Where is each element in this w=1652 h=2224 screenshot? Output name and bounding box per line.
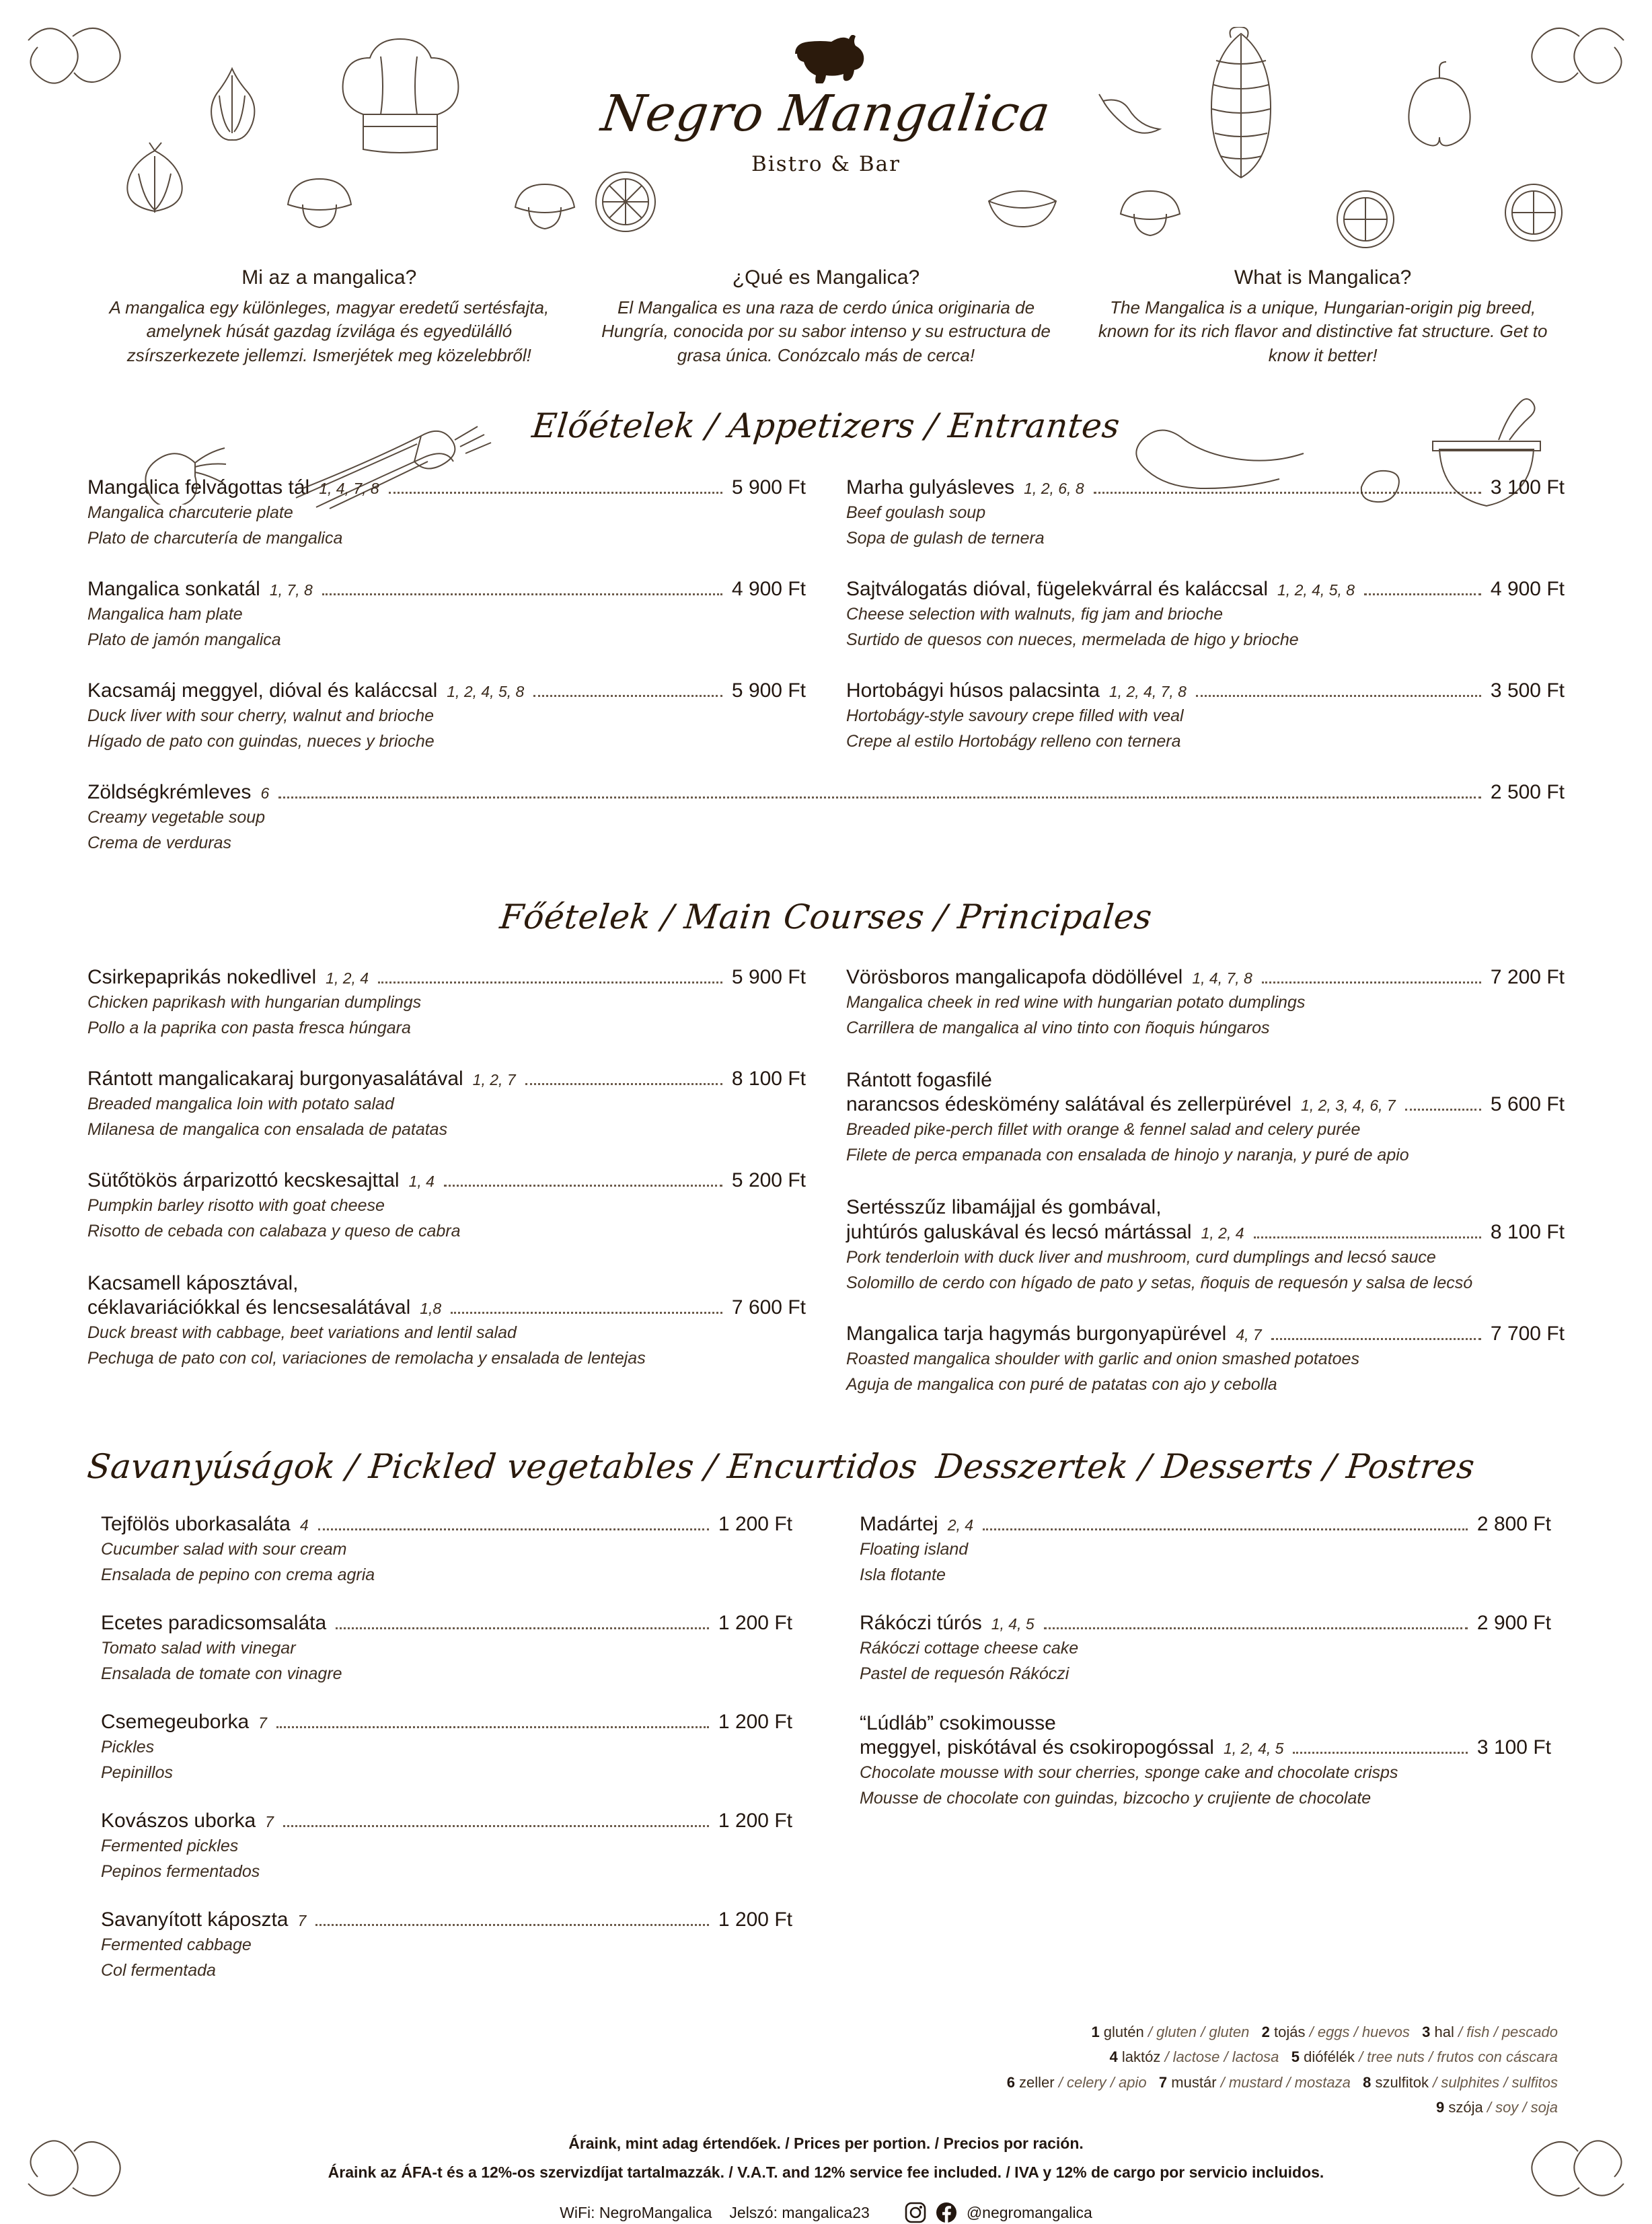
- menu-item-allergens: 7: [297, 1911, 307, 1929]
- menu-item-description-es: Aguja de mangalica con puré de patatas con ajo y cebolla: [846, 1374, 1277, 1394]
- password-label: Jelszó:: [729, 2203, 778, 2221]
- footer-contact-row: [0, 2202, 1652, 2223]
- menu-item-price-line: [101, 1612, 792, 1635]
- menu-item: [101, 1612, 792, 1686]
- menu-item-description-en: Chocolate mousse with sour cherries, sponge cake and chocolate crisps: [860, 1763, 1398, 1783]
- menu-item-price: 2 900 Ft: [1476, 1611, 1551, 1634]
- menu-item-price: 1 200 Ft: [718, 1908, 792, 1931]
- menu-item-name: Hortobágyi húsos palacsinta: [846, 679, 1100, 702]
- wifi-info: [560, 2204, 712, 2222]
- menu-item: [87, 1068, 806, 1142]
- pickles-list: [87, 1513, 806, 1983]
- menu-item-description-es: Carrillera de mangalica al vino tinto con ñoquis húngaros: [846, 1018, 1270, 1038]
- menu-item-name-line1: Kacsamell káposztával,: [87, 1272, 299, 1295]
- facebook-icon[interactable]: [936, 2202, 957, 2223]
- menu-item-name: Csemegeuborka: [101, 1710, 250, 1733]
- leader-dots: [318, 1528, 709, 1530]
- menu-item-name: Kovászos uborka: [101, 1809, 256, 1832]
- intro-block-hu: [81, 266, 578, 367]
- menu-item: [101, 1810, 792, 1884]
- menu-item-price-line: [87, 476, 806, 500]
- allergen-legend-row: 4 laktóz / lactose / lactosa 5 diófélék / tree nuts / frutos con cáscara: [1109, 2048, 1558, 2066]
- menu-item-price-line: [846, 578, 1565, 601]
- menu-item-price-line: [860, 1736, 1551, 1760]
- menu-item-allergens: 1,8: [420, 1300, 442, 1318]
- menu-item-name: Csirkepaprikás nokedlivel: [87, 966, 317, 989]
- menu-item: [101, 1908, 792, 1983]
- menu-item-name: meggyel, piskótával és csokiropogóssal: [860, 1736, 1214, 1759]
- menu-item-allergens: 1, 4, 7, 8: [1192, 969, 1252, 988]
- menu-item-description-en: Duck breast with cabbage, beet variations and lentil salad: [87, 1323, 517, 1343]
- brand-subtitle: Bistro & Bar: [751, 152, 901, 176]
- menu-item-description-es: Pollo a la paprika con pasta fresca húngara: [87, 1018, 411, 1038]
- menu-item-price-line: [846, 476, 1565, 500]
- menu-item-allergens: 4, 7: [1236, 1325, 1262, 1343]
- leader-dots: [378, 981, 722, 984]
- leader-dots: [1254, 1236, 1481, 1238]
- menu-item-allergens: 1, 2, 7: [472, 1071, 516, 1089]
- menu-item-description-en: Chicken paprikash with hungarian dumplings: [87, 993, 422, 1012]
- appetizers-column-right: [846, 476, 1565, 781]
- menu-item-allergens: 1, 2, 4: [326, 969, 369, 988]
- menu-item-allergens: 1, 2, 3, 4, 6, 7: [1301, 1097, 1396, 1115]
- leader-dots: [1364, 593, 1481, 595]
- menu-item-description-es: Pepinos fermentados: [101, 1861, 260, 1881]
- menu-item-description-es: Ensalada de tomate con vinagre: [101, 1664, 342, 1683]
- instagram-icon[interactable]: [905, 2202, 926, 2223]
- leader-dots: [1262, 981, 1481, 984]
- menu-item: [846, 1195, 1565, 1295]
- menu-item-price: 7 600 Ft: [731, 1296, 806, 1319]
- menu-item-allergens: 4: [299, 1516, 309, 1534]
- menu-item-description-es: Pechuga de pato con col, variaciones de remolacha y ensalada de lentejas: [87, 1349, 646, 1368]
- menu-item-name: Zöldségkrémleves: [87, 781, 252, 804]
- leader-dots: [276, 1726, 709, 1728]
- menu-item-description-en: Fermented pickles: [101, 1836, 239, 1855]
- menu-item: [846, 1068, 1565, 1168]
- menu-item: [101, 1711, 792, 1785]
- menu-item-name-line1: Sertésszűz libamájjal és gombával,: [846, 1196, 1162, 1219]
- menu-item-allergens: 1, 2, 6, 8: [1024, 480, 1084, 498]
- intro-title-hu: Mi az a mangalica?: [241, 266, 417, 289]
- footer-note-portions: Áraink, mint adag értendőek. / Prices per portion. / Precios por ración.: [568, 2135, 1084, 2153]
- menu-item: [87, 966, 806, 1041]
- menu-item-description-en: Mangalica charcuterie plate: [87, 503, 293, 523]
- menu-item-price: 7 200 Ft: [1490, 966, 1565, 989]
- menu-item: [846, 966, 1565, 1041]
- section-heading-mains: Főételek / Main Courses / Principales: [498, 897, 1154, 937]
- menu-item-allergens: 1, 4, 7, 8: [319, 480, 379, 498]
- menu-item-description-es: Milanesa de mangalica con ensalada de patatas: [87, 1120, 448, 1140]
- menu-item-description-es: Col fermentada: [101, 1960, 216, 1980]
- menu-item-description-es: Pastel de requesón Rákóczi: [860, 1664, 1069, 1683]
- menu-item-price: 8 100 Ft: [1490, 1220, 1565, 1243]
- menu-item-description-en: Mangalica ham plate: [87, 605, 243, 624]
- menu-item-price-line: [846, 679, 1565, 703]
- leader-dots: [525, 1083, 722, 1085]
- menu-item: [860, 1612, 1551, 1686]
- menu-item-name: Madártej: [860, 1512, 938, 1535]
- leader-dots: [1271, 1338, 1481, 1340]
- menu-item-price: 5 600 Ft: [1490, 1093, 1565, 1116]
- menu-item-description-es: Risotto de cebada con calabaza y queso de cabra: [87, 1222, 461, 1241]
- menu-item: [87, 476, 806, 551]
- menu-item-allergens: 2, 4: [947, 1516, 974, 1534]
- brand-block: [570, 35, 1082, 176]
- section-heading-appetizers: Előételek / Appetizers / Entrantes: [530, 406, 1122, 446]
- menu-item-name: Rákóczi túrós: [860, 1611, 982, 1634]
- intro-title-en: What is Mangalica?: [1234, 266, 1412, 289]
- menu-item-description-es: Crepe al estilo Hortobágy relleno con ternera: [846, 732, 1181, 751]
- menu-item-price-line: [101, 1810, 792, 1833]
- menu-item-allergens: 1, 4, 5: [991, 1615, 1035, 1633]
- leader-dots: [451, 1312, 722, 1314]
- menu-item-allergens: 1, 2, 4: [1201, 1224, 1244, 1242]
- menu-item-price-line: [87, 1169, 806, 1193]
- menu-item-name-line1: Rántott fogasfilé: [846, 1069, 992, 1092]
- menu-item-description-es: Pepinillos: [101, 1763, 174, 1782]
- menu-item-price: 2 800 Ft: [1476, 1512, 1551, 1535]
- menu-item-description-en: Cheese selection with walnuts, fig jam and brioche: [846, 605, 1224, 624]
- menu-item-name: Mangalica felvágottas tál: [87, 476, 310, 499]
- desserts-section: [846, 1447, 1565, 2007]
- allergen-legend: [0, 2019, 1652, 2120]
- intro-block-en: [1074, 266, 1571, 367]
- menu-item-price-line: [846, 1323, 1565, 1346]
- menu-item-price-line: [860, 1612, 1551, 1635]
- appetizers-full-width-row: [0, 781, 1652, 856]
- menu-item-price-line: [87, 966, 806, 990]
- menu-item-price: 5 900 Ft: [731, 679, 806, 702]
- menu-item-name-line1: “Lúdláb” csokimousse: [860, 1711, 1056, 1734]
- allergen-legend-row: 1 glutén / gluten / gluten 2 tojás / eggs / huevos 3 hal / fish / pescado: [1091, 2023, 1558, 2040]
- menu-item-description-en: Breaded pike-perch fillet with orange & fennel salad and celery purée: [846, 1120, 1361, 1140]
- menu-item: [846, 578, 1565, 653]
- leader-dots: [283, 1825, 709, 1827]
- menu-item-price: 1 200 Ft: [718, 1809, 792, 1832]
- wifi-password-info: [729, 2204, 869, 2222]
- menu-item-price: 5 900 Ft: [731, 966, 806, 989]
- leader-dots: [336, 1627, 709, 1629]
- menu-item-description-en: Rákóczi cottage cheese cake: [860, 1638, 1079, 1658]
- menu-item: [846, 679, 1565, 754]
- appetizers-column-left: [87, 476, 806, 781]
- menu-item-allergens: 1, 2, 4, 5, 8: [1277, 581, 1355, 599]
- menu-item-description-es: Filete de perca empanada con ensalada de hinojo y naranja, y puré de apio: [846, 1146, 1409, 1165]
- menu-item-price: 1 200 Ft: [718, 1611, 792, 1634]
- menu-item-name: Mangalica tarja hagymás burgonyapürével: [846, 1322, 1227, 1345]
- menu-item-price: 1 200 Ft: [718, 1710, 792, 1733]
- menu-item-name: Sajtválogatás dióval, fügelekvárral és kaláccsal: [846, 578, 1268, 601]
- menu-item-description-es: Crema de verduras: [87, 833, 231, 853]
- menu-item-allergens: 7: [265, 1812, 274, 1830]
- menu-item-name: Rántott mangalicakaraj burgonyasalátával: [87, 1068, 463, 1090]
- leader-dots: [278, 796, 1481, 799]
- menu-item-price: 4 900 Ft: [731, 578, 806, 601]
- menu-item-description-en: Hortobágy-style savoury crepe filled with veal: [846, 706, 1184, 726]
- menu-item-price-line: [846, 1221, 1565, 1245]
- menu-footer: [0, 2135, 1652, 2223]
- leader-dots: [1094, 492, 1481, 494]
- intro-body-es: El Mangalica es una raza de cerdo única originaria de Hungría, conocida por su sabor intenso y su estructura de grasa única. Conózcalo más de cerca!: [601, 297, 1051, 365]
- menu-item-name: Kacsamáj meggyel, dióval és kaláccsal: [87, 679, 438, 702]
- menu-item-name: Ecetes paradicsomsaláta: [101, 1611, 327, 1634]
- menu-item-price-line: [101, 1908, 792, 1932]
- menu-item-name: Savanyított káposzta: [101, 1908, 289, 1931]
- menu-item-description-es: Surtido de quesos con nueces, mermelada de higo y brioche: [846, 630, 1299, 650]
- menu-item: [87, 1169, 806, 1244]
- menu-item: [846, 476, 1565, 551]
- menu-item-price: 3 100 Ft: [1476, 1736, 1551, 1759]
- intro-row: [0, 266, 1652, 367]
- menu-item-price: 4 900 Ft: [1490, 578, 1565, 601]
- menu-item-allergens: 1, 7, 8: [269, 581, 313, 599]
- menu-item-description-en: Mangalica cheek in red wine with hungarian potato dumplings: [846, 993, 1306, 1012]
- menu-item-name: Marha gulyásleves: [846, 476, 1015, 499]
- intro-block-es: [578, 266, 1075, 367]
- wifi-label: WiFi:: [560, 2203, 595, 2221]
- intro-body-hu: A mangalica egy különleges, magyar eredetű sertésfajta, amelynek húsát gazdag ízvilága és egyedülálló zsírszerkezete jellemzi. Ismerjétek meg közelebbről!: [109, 297, 550, 365]
- brand-name: Negro Mangalica: [597, 85, 1055, 143]
- leader-dots: [315, 1924, 709, 1926]
- menu-item-price: 1 200 Ft: [718, 1512, 792, 1535]
- leader-dots: [533, 695, 722, 697]
- leader-dots: [322, 593, 722, 595]
- menu-item-name: narancsos édeskömény salátával és zellerpürével: [846, 1093, 1292, 1116]
- menu-item-description-en: Roasted mangalica shoulder with garlic and onion smashed potatoes: [846, 1349, 1359, 1368]
- menu-item: [860, 1513, 1551, 1588]
- menu-item-description-es: Plato de charcutería de mangalica: [87, 529, 343, 548]
- menu-item-description-es: Isla flotante: [860, 1565, 946, 1584]
- intro-body-en: The Mangalica is a unique, Hungarian-origin pig breed, known for its rich flavor and distinctive fat structure. Get to know it better!: [1098, 297, 1548, 365]
- intro-title-es: ¿Qué es Mangalica?: [732, 266, 920, 289]
- leader-dots: [389, 492, 722, 494]
- menu-item: [87, 781, 1565, 856]
- menu-item-price: 3 100 Ft: [1490, 476, 1565, 499]
- menu-item-price-line: [87, 1296, 806, 1320]
- menu-item: [87, 1271, 806, 1371]
- menu-item-description-en: Floating island: [860, 1539, 969, 1559]
- menu-item-description-en: Pork tenderloin with duck liver and mushroom, curd dumplings and lecsó sauce: [846, 1247, 1436, 1267]
- menu-header: [0, 0, 1652, 269]
- leader-dots: [1044, 1627, 1468, 1629]
- menu-item-allergens: 1, 2, 4, 7, 8: [1109, 683, 1187, 701]
- menu-item-allergens: 7: [258, 1713, 267, 1732]
- menu-item-allergens: 1, 2, 4, 5: [1223, 1740, 1284, 1758]
- menu-item-description-en: Pickles: [101, 1737, 155, 1756]
- menu-item-price: 2 500 Ft: [1490, 781, 1565, 804]
- menu-item-allergens: 6: [260, 784, 270, 803]
- password-value: mangalica23: [782, 2203, 870, 2221]
- menu-item-allergens: 1, 2, 4, 5, 8: [447, 683, 525, 701]
- menu-item-description-en: Beef goulash soup: [846, 503, 986, 523]
- menu-item-description-es: Ensalada de pepino con crema agria: [101, 1565, 375, 1584]
- menu-item-description-en: Creamy vegetable soup: [87, 808, 266, 827]
- mains-grid: [0, 966, 1652, 1424]
- menu-item-price: 7 700 Ft: [1490, 1322, 1565, 1345]
- menu-item-name: Mangalica sonkatál: [87, 578, 260, 601]
- menu-item-description-en: Cucumber salad with sour cream: [101, 1539, 347, 1559]
- menu-item-price-line: [846, 1093, 1565, 1117]
- menu-item-allergens: 1, 4: [408, 1173, 435, 1191]
- leader-dots: [1293, 1752, 1467, 1754]
- pig-silhouette-icon: [786, 35, 866, 83]
- menu-item: [87, 578, 806, 653]
- desserts-list: [846, 1513, 1565, 1811]
- leader-dots: [1405, 1109, 1481, 1111]
- menu-item: [101, 1513, 792, 1588]
- appetizers-grid: [0, 476, 1652, 781]
- menu-item-price-line: [846, 966, 1565, 990]
- menu-item-price-line: [87, 578, 806, 601]
- allergen-legend-row: 6 zeller / celery / apio 7 mustár / mustard / mostaza 8 szulfitok / sulphites / sulfitos: [1006, 2073, 1558, 2091]
- menu-item-description-en: Duck liver with sour cherry, walnut and brioche: [87, 706, 435, 726]
- social-handle: @negromangalica: [966, 2203, 1092, 2221]
- menu-item-price: 5 200 Ft: [731, 1169, 806, 1192]
- menu-item-description-en: Tomato salad with vinegar: [101, 1638, 296, 1658]
- section-heading-desserts: Desszertek / Desserts / Postres: [934, 1446, 1477, 1486]
- menu-item-description-es: Sopa de gulash de ternera: [846, 529, 1045, 548]
- menu-item: [87, 679, 806, 754]
- menu-item-name: juhtúrós galuskával és lecsó mártással: [846, 1220, 1192, 1243]
- menu-item-price-line: [87, 1068, 806, 1091]
- leader-dots: [444, 1185, 722, 1187]
- menu-item-price-line: [87, 781, 1565, 805]
- menu-item: [846, 1323, 1565, 1397]
- section-heading-pickles: Savanyúságok / Pickled vegetables / Encurtidos: [85, 1446, 919, 1486]
- menu-item-price-line: [860, 1513, 1551, 1536]
- leader-dots: [983, 1528, 1468, 1530]
- menu-item-name: céklavariációkkal és lencsesalátával: [87, 1296, 411, 1319]
- bottom-grid: [0, 1447, 1652, 2007]
- menu-item-price: 8 100 Ft: [731, 1068, 806, 1090]
- footer-note-vat: Áraink az ÁFA-t és a 12%-os szervizdíjat tartalmazzák. / V.A.T. and 12% service fee included. / IVA y 12% de cargo por servicio incluidos.: [328, 2163, 1324, 2182]
- menu-item-description-en: Fermented cabbage: [101, 1935, 252, 1954]
- menu-item-price-line: [87, 679, 806, 703]
- menu-item-price-line: [101, 1711, 792, 1734]
- menu-item-name: Tejfölös uborkasaláta: [101, 1512, 291, 1535]
- menu-item-description-es: Plato de jamón mangalica: [87, 630, 281, 650]
- menu-item-description-en: Breaded mangalica loin with potato salad: [87, 1095, 394, 1114]
- menu-item-name: Vörösboros mangalicapofa dödöllével: [846, 966, 1183, 989]
- wifi-value: NegroMangalica: [599, 2203, 712, 2221]
- menu-item-price: 5 900 Ft: [731, 476, 806, 499]
- leader-dots: [1196, 695, 1481, 697]
- menu-item-price-line: [101, 1513, 792, 1536]
- menu-item: [860, 1711, 1551, 1811]
- menu-item-description-es: Hígado de pato con guindas, nueces y brioche: [87, 732, 435, 751]
- mains-column-right: [846, 966, 1565, 1424]
- mains-column-left: [87, 966, 806, 1424]
- menu-item-description-es: Mousse de chocolate con guindas, bizcocho y crujiente de chocolate: [860, 1789, 1372, 1808]
- allergen-legend-row: 9 szója / soy / soja: [1436, 2099, 1558, 2116]
- menu-item-name: Sütőtökös árparizottó kecskesajttal: [87, 1169, 400, 1192]
- menu-item-description-en: Pumpkin barley risotto with goat cheese: [87, 1196, 385, 1216]
- menu-item-description-es: Solomillo de cerdo con hígado de pato y setas, ñoquis de requesón y salsa de lecsó: [846, 1273, 1473, 1292]
- menu-item-price: 3 500 Ft: [1490, 679, 1565, 702]
